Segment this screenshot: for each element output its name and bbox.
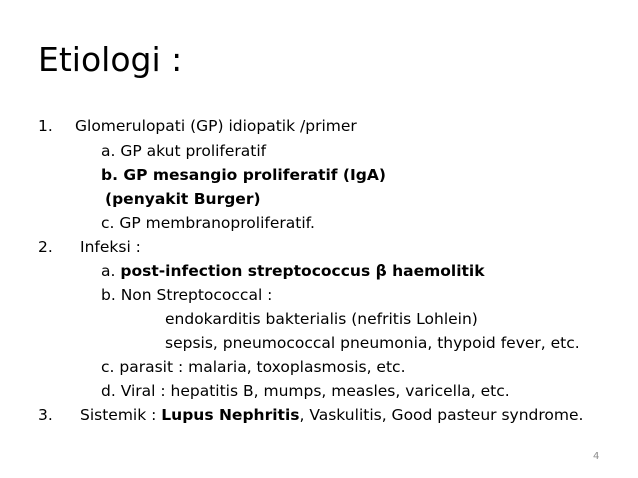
item-3-prefix: Sistemik : <box>80 406 162 424</box>
item-2-sub-a-prefix: a. <box>101 262 121 280</box>
item-2-sub-a-bold: post-infection streptococcus β haemolitik <box>120 262 485 280</box>
item-text-2: Infeksi : <box>80 238 141 256</box>
item-text-1: Glomerulopati (GP) idiopatik /primer <box>75 117 357 135</box>
item-2-sub-c: c. parasit : malaria, toxoplasmosis, etc. <box>101 358 406 376</box>
page-number: 4 <box>593 451 600 462</box>
item-2-sub-b-2: sepsis, pneumococcal pneumonia, thypoid fever, etc. <box>165 334 580 352</box>
item-number-1: 1. <box>38 117 53 135</box>
item-1-sub-b: b. GP mesangio proliferatif (IgA) <box>101 166 386 184</box>
item-2-sub-a <box>101 261 485 281</box>
item-1-sub-c: c. GP membranoproliferatif. <box>101 214 315 232</box>
item-3-bold: Lupus Nephritis <box>161 406 300 424</box>
slide-title: Etiologi : <box>38 40 183 79</box>
item-number-2: 2. <box>38 238 53 256</box>
item-2-sub-b-1: endokarditis bakterialis (nefritis Lohlein) <box>165 310 478 328</box>
item-3-suffix: , Vaskulitis, Good pasteur syndrome. <box>299 406 584 424</box>
item-2-sub-d: d. Viral : hepatitis B, mumps, measles, varicella, etc. <box>101 382 510 400</box>
item-2-sub-b: b. Non Streptococcal : <box>101 286 273 304</box>
item-1-sub-b-cont: (penyakit Burger) <box>105 190 261 208</box>
item-number-3: 3. <box>38 406 53 424</box>
item-text-3 <box>80 405 583 425</box>
item-1-sub-a: a. GP akut proliferatif <box>101 142 267 160</box>
